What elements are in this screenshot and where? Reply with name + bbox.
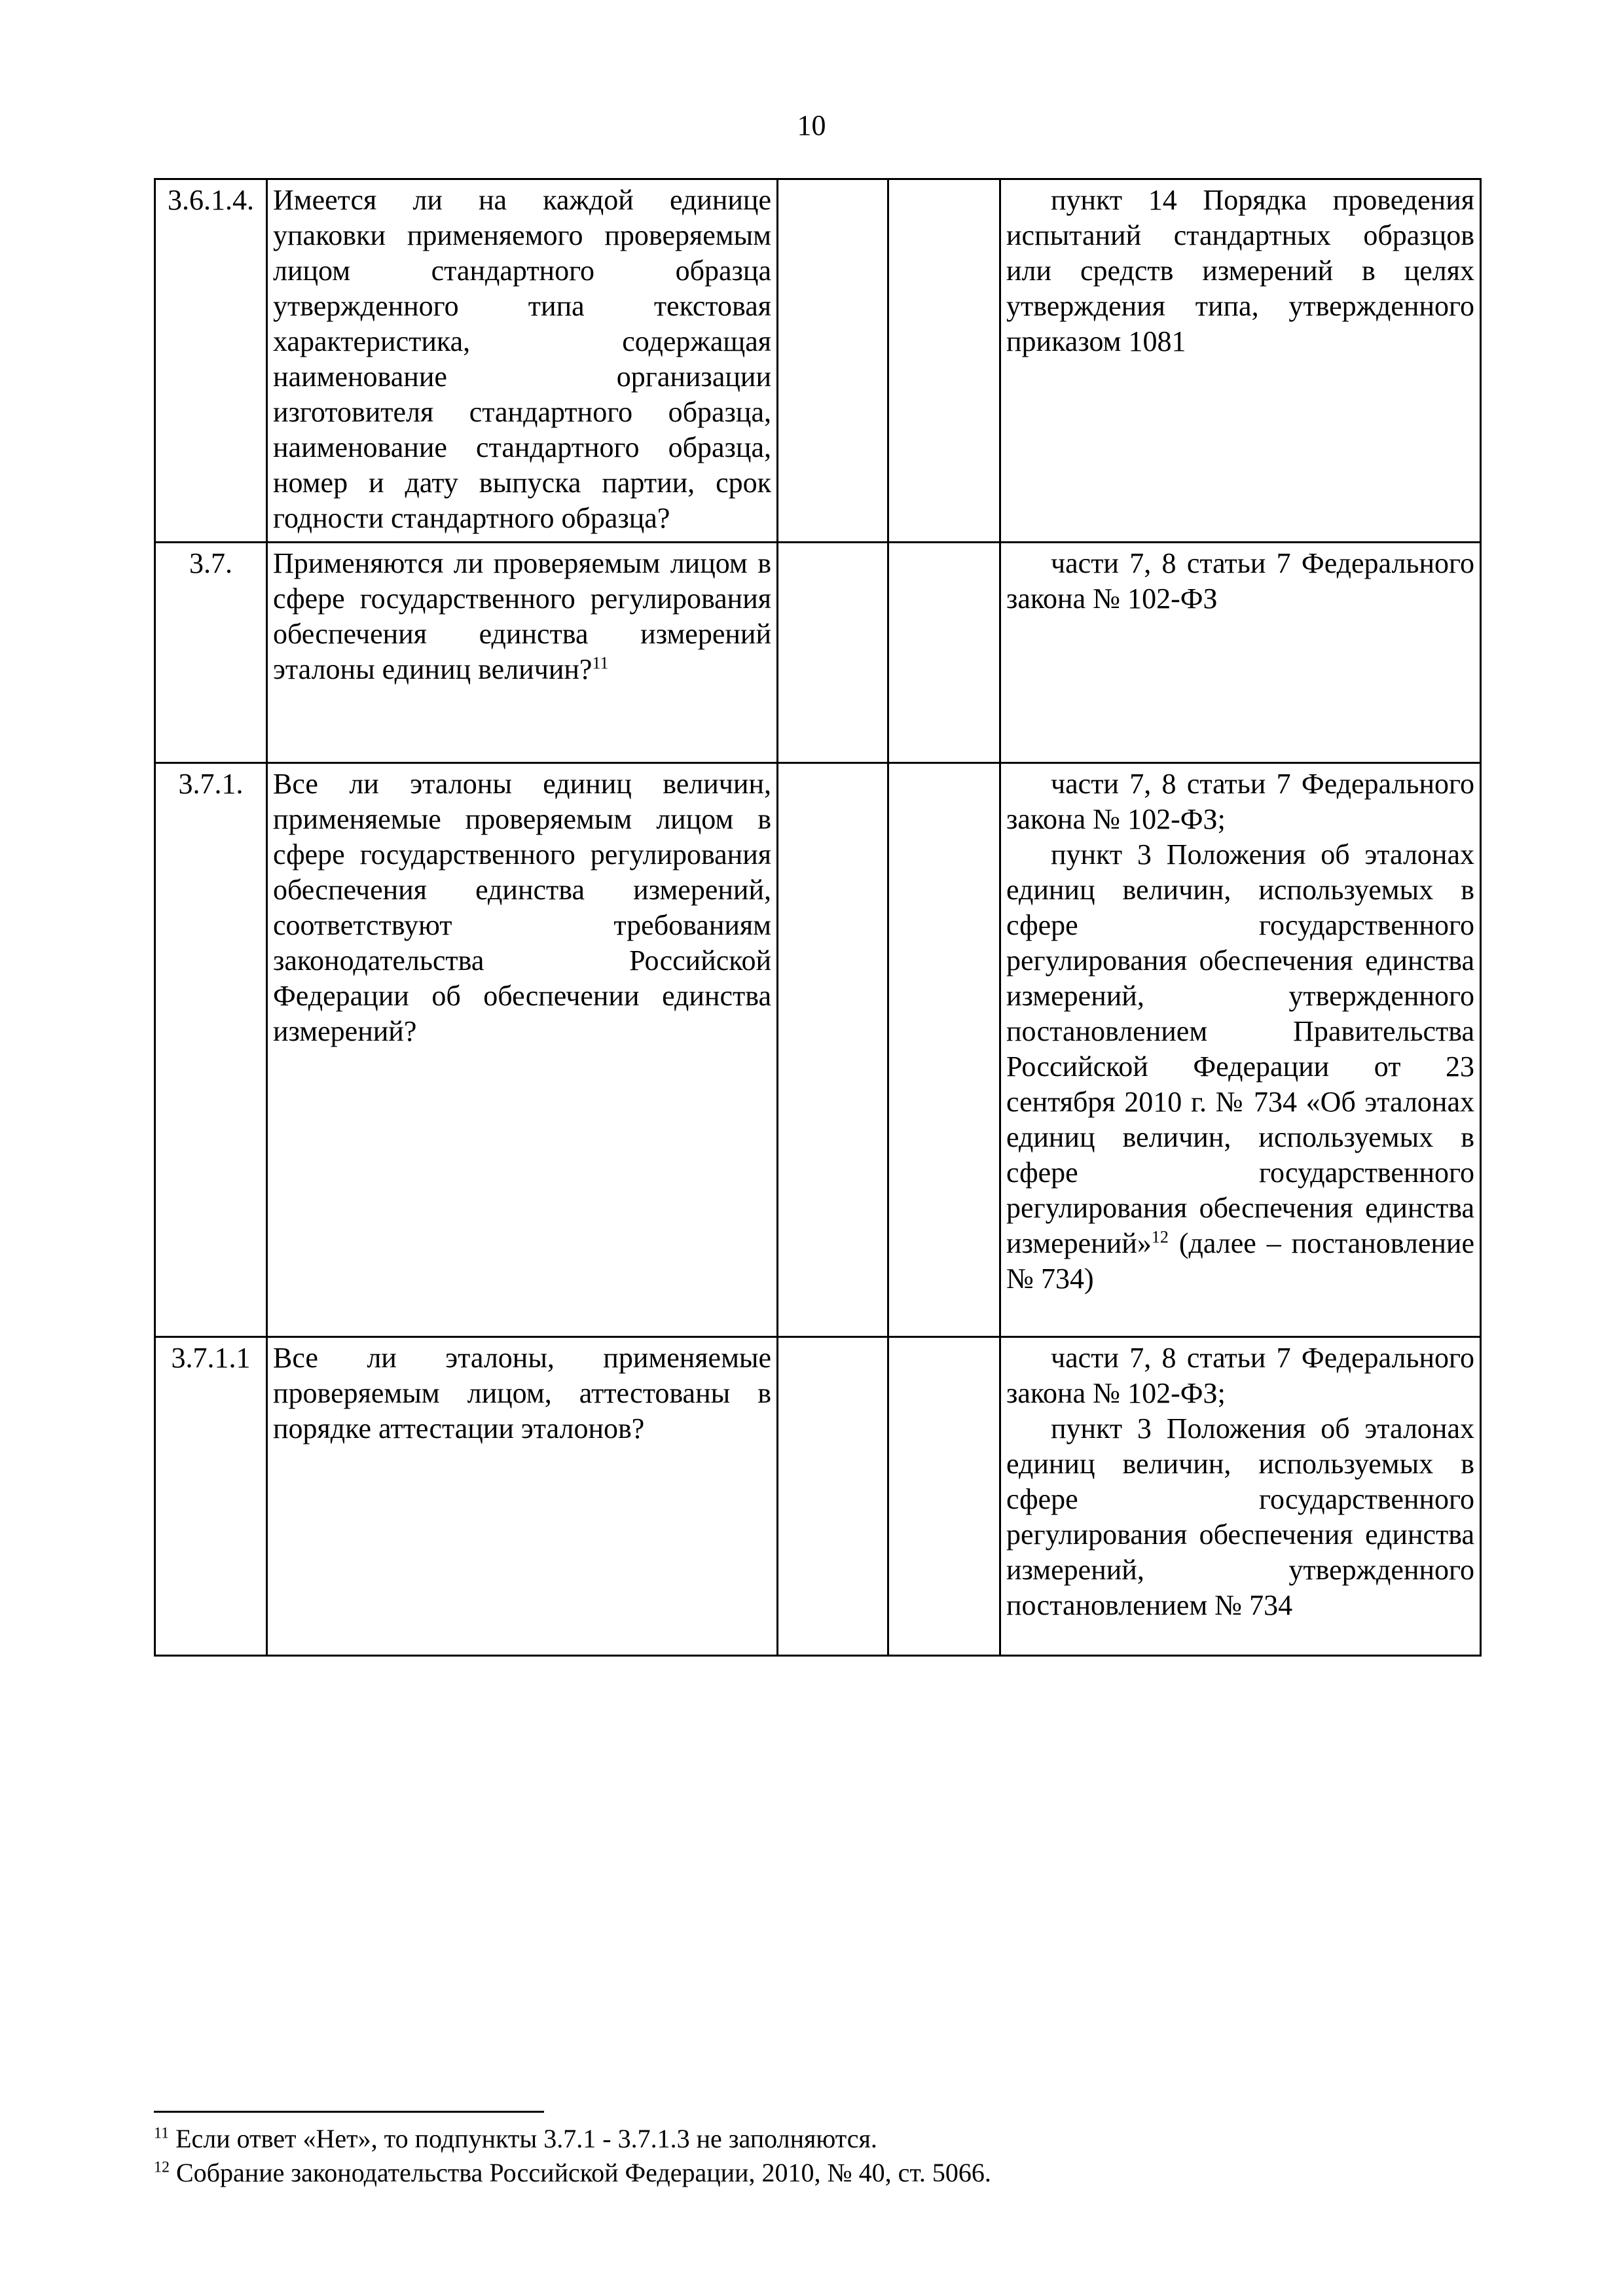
page-number: 10 [797,109,826,141]
question-text: Имеется ли на каждой единице упаковки применяемого проверяемым лицом стандартного образца утвержденного типа текстовая характеристика, содержащая наименование организации изготовителя стандартного образца, наименование стандартного образца, номер и дату выпуска партии, срок годности стандартного образца? [273,184,771,534]
item-number: 3.6.1.4. [155,179,267,543]
item-number: 3.7.1. [155,763,267,1337]
answer-yes-cell [778,1337,888,1656]
reference-cell [1000,1337,1481,1656]
question-cell [267,179,778,543]
reference-text: части 7, 8 статьи 7 Федерального закона № 102-ФЗ; [1006,768,1474,835]
question-cell [267,1337,778,1656]
footnotes [154,2122,1480,2190]
footnote-text: Собрание законодательства Российской Федерации, 2010, № 40, ст. 5066. [176,2158,991,2187]
reference-text [1006,837,1474,1297]
question-text: Все ли эталоны единиц величин, применяемые проверяемым лицом в сфере государственного регулирования обеспечения единства измерений, соответствуют требованиям законодательства Российской Федерации об обеспечении единства измерений? [273,768,771,1047]
question-cell [267,763,778,1337]
item-number: 3.7. [155,543,267,763]
footnote-mark: 11 [154,2125,170,2142]
footnote-divider [154,2111,544,2113]
question-text: Все ли эталоны, применяемые проверяемым лицом, аттестованы в порядке аттестации эталонов? [273,1342,771,1444]
item-number: 3.7.1.1 [155,1337,267,1656]
reference-text: пункт 14 Порядка проведения испытаний стандартных образцов или средств измерений в целях утверждения типа, утвержденного приказом 1081 [1006,184,1474,357]
answer-no-cell [888,763,1000,1337]
reference-text: пункт 3 Положения об эталонах единиц величин, используемых в сфере государственного регулирования обеспечения единства измерений, утвержденного постановлением № 734 [1006,1412,1474,1621]
footnote [154,2122,1480,2156]
checklist-table [154,178,1482,1657]
reference-cell [1000,763,1481,1337]
answer-no-cell [888,543,1000,763]
footnote-marker: 11 [592,653,609,673]
reference-text: части 7, 8 статьи 7 Федерального закона № 102-ФЗ [1006,547,1474,615]
footnote [154,2156,1480,2190]
reference-text-part: (далее – постановление № 734) [1006,1227,1474,1295]
answer-yes-cell [778,179,888,543]
answer-yes-cell [778,543,888,763]
answer-no-cell [888,179,1000,543]
reference-cell [1000,179,1481,543]
question-text: Применяются ли проверяемым лицом в сфере государственного регулирования обеспечения единства измерений эталоны единиц величин? [273,547,771,685]
answer-no-cell [888,1337,1000,1656]
question-cell [267,543,778,763]
table-row [155,763,1481,1337]
answer-yes-cell [778,763,888,1337]
footnote-marker: 12 [1151,1227,1169,1247]
table-row [155,1337,1481,1656]
reference-cell [1000,543,1481,763]
reference-text: части 7, 8 статьи 7 Федерального закона № 102-ФЗ; [1006,1342,1474,1409]
reference-text-part: пункт 3 Положения об эталонах единиц величин, используемых в сфере государственного регулирования обеспечения единства измерений, утвержденного постановлением Правительства Российской Федерации от 23 сентября 2010 г. № 734 «Об эталонах единиц величин, используемых в сфере государственного регулирования обеспечения единства измерений» [1006,838,1474,1259]
footnote-text: Если ответ «Нет», то подпункты 3.7.1 - 3.7.1.3 не заполняются. [175,2124,877,2153]
table-row [155,179,1481,543]
table-row [155,543,1481,763]
footnote-mark: 12 [154,2159,170,2176]
